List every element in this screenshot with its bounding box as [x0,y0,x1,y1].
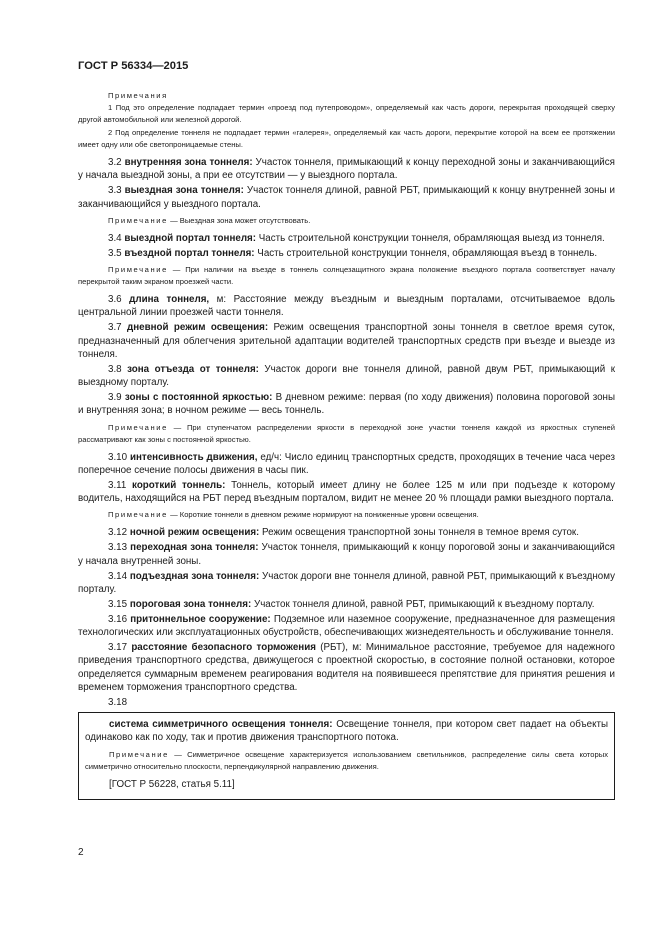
term-3-9: 3.9 зоны с постоянной яркостью: В дневном режиме: первая (по ходу движения) половина пороговой зоны и внутренняя зона; в ночном режиме — весь тоннель. [78,392,615,417]
term-definition: м: Расстояние между въездным и выездным порталами, отсчитываемое вдоль центральной линии проезжей части тоннеля. [78,294,616,319]
term-title: длина тоннеля, [129,294,210,305]
term-3-18-frame [78,712,615,800]
term-definition: Участок тоннеля, примыкающий к концу пороговой зоны и заканчивающийся у начала внутренней зоны. [78,542,615,567]
term-3-6: 3.6 длина тоннеля, м: Расстояние между въездным и выездным порталами, отсчитываемое вдоль центральной линии проезжей части тоннеля. [78,294,616,319]
term-3-10: 3.10 интенсивность движения, ед/ч: Число единиц транспортных средств, проходящих в течение часа через поперечное сечение полосы движения в часы пик. [78,451,615,476]
note-3-3: Примечание — Выездная зона может отсутствовать. [108,215,311,225]
term-definition: Участок тоннеля длиной, равной РБТ, примыкающий к въездному порталу. [251,598,595,610]
notes-block [78,90,615,151]
term-definition: Часть строительной конструкции тоннеля, обрамляющая въезд в тоннель. [254,247,598,259]
term-title: короткий тоннель: [132,479,226,491]
term-definition: Режим освещения транспортной зоны тоннеля в светлое время суток, предназначенный для облегчения зрительной адаптации водителей транспортных средств при въезде и выезде из тоннеля. [78,322,615,360]
note-3-11: Примечание — Короткие тоннели в дневном режиме нормируют на пониженные уровни освещения. [108,510,479,520]
term-definition: Режим освещения транспортной зоны тоннеля в темное время суток. [259,527,579,539]
term-3-8: 3.8 зона отъезда от тоннеля: Участок дороги вне тоннеля длиной, равной двум РБТ, примыкающий к выездному порталу. [78,363,615,388]
term-3-13: 3.13 переходная зона тоннеля: Участок тоннеля, примыкающий к концу пороговой зоны и заканчивающийся у начала внутренней зоны. [78,542,615,567]
term-definition: Тоннель, который имеет длину не более 125 м или при подъезде к которому водитель, находящийся на РБТ перед въездным порталом, видит не менее 20 % площади рамки выездного портала. [78,479,615,504]
note-3-18: Примечание — Симметричное освещение характеризуется использованием светильников, распределение силы света которых симметрично относительно плоскости, перпендикулярной направлению движения. [85,749,608,771]
note-3-5: Примечание — При наличии на въезде в тоннель солнцезащитного экрана положение въездного портала соответствует началу перекрытой таким экраном проезжей части. [78,265,615,286]
term-3-7: 3.7 дневной режим освещения: Режим освещения транспортной зоны тоннеля в светлое время суток, предназначенный для облегчения зрительной адаптации водителей транспортных средств при въезде и выезде из тоннеля. [78,322,615,360]
term-title: дневной режим освещения: [127,322,269,334]
term-definition: ед/ч: Число единиц транспортных средств, проходящих в течение часа через поперечное сечение полосы движения в часы пик. [78,451,615,476]
term-title: въездной портал тоннеля: [124,247,255,259]
term-title: подъездная зона тоннеля: [129,570,260,582]
definitions-body [78,90,615,800]
term-definition: Часть строительной конструкции тоннеля, обрамляющая выезд из тоннеля. [256,232,605,244]
term-3-14: 3.14 подъездная зона тоннеля: Участок дороги вне тоннеля длиной, равной РБТ, примыкающий к въездному порталу. [78,570,615,595]
term-3-17: 3.17 расстояние безопасного торможения (РБТ), м: Минимальное расстояние, требуемое для надежного приведения транспортного средства, движущегося с проектной скоростью, в состояние полной остановки, которое определяется суммарным временем реагирования водителя на появившееся препятствие для принятия решения и временем торможения транспортного средства. [78,642,615,693]
note-item-2: 2 Под определение тоннеля не подпадает термин «галерея», определяемый как часть дороги, перекрытие которой на всем ее протяжении имеет одну или обе светопроницаемые стены. [78,128,615,149]
standard-code-header: ГОСТ Р 56334—2015 [78,60,189,72]
term-definition: Участок дороги вне тоннеля длиной, равной двум РБТ, примыкающий к выездному порталу. [78,363,615,388]
page-number: 2 [78,847,84,858]
term-3-18-number: 3.18 [108,696,128,708]
note-item-1: 1 Под это определение подпадает термин «проезд под путепроводом», определяемый как часть дороги, перекрытая проходящей сверху другой автомобильной или железной дорогой. [78,103,615,124]
term-definition: Участок дороги вне тоннеля длиной, равной РБТ, примыкающий к въездному порталу. [78,570,615,595]
term-definition: Подземное или наземное сооружение, предназначенное для размещения технологических или эксплуатационных обустройств, обеспечивающих жизнедеятельность и обслуживание тоннеля. [78,613,615,638]
notes-label: Примечания [108,91,168,100]
term-3-11: 3.11 короткий тоннель: Тоннель, который имеет длину не более 125 м или при подъезде к которому водитель, находящийся на РБТ перед въездным порталом, видит не менее 20 % площади рамки выездного портала. [78,479,615,504]
term-3-4: 3.4 выездной портал тоннеля: Часть строительной конструкции тоннеля, обрамляющая выезд из тоннеля. [108,232,605,244]
term-title: ночной режим освещения: [129,527,260,539]
note-3-9: Примечание — При ступенчатом распределении яркости в переходной зоне участки тоннеля каждой из яркостных ступеней рассматривают как зоны с постоянной яркостью. [78,422,615,444]
term-definition: (РБТ), м: Минимальное расстояние, требуемое для надежного приведения транспортного средства, движущегося с проектной скоростью, в состояние полной остановки, которое определяется суммарным временем реагирования водителя на появившееся препятствие для принятия решения и временем торможения транспортного средства. [78,642,615,693]
term-title: притоннельное сооружение: [130,613,271,625]
term-3-15: 3.15 пороговая зона тоннеля: Участок тоннеля длиной, равной РБТ, примыкающий к въездному порталу. [108,598,595,610]
term-3-18 [85,718,608,745]
term-3-5: 3.5 въездной портал тоннеля: Часть строительной конструкции тоннеля, обрамляющая въезд в тоннель. [108,247,598,259]
term-title: переходная зона тоннеля: [130,542,259,554]
term-definition: Участок тоннеля длиной, равной РБТ, примыкающий к концу внутренней зоны и заканчивающийся у выездного портала. [78,185,615,210]
term-title: система симметричного освещения тоннеля: [109,719,333,730]
term-title: зоны с постоянной яркостью: [124,392,273,403]
term-title: зона отъезда от тоннеля: [127,363,259,375]
term-title: пороговая зона тоннеля: [129,598,252,610]
term-definition: Участок тоннеля, примыкающий к концу переходной зоны и заканчивающийся у начала выездной зоны, а при ее отсутствии — у выездного портала. [78,157,615,182]
term-3-2: 3.2 внутренняя зона тоннеля: Участок тоннеля, примыкающий к концу переходной зоны и заканчивающийся у начала выездной зоны, а при ее отсутствии — у выездного портала. [78,157,615,182]
term-title: расстояние безопасного торможения [131,642,316,653]
term-definition: В дневном режиме: первая (по ходу движения) половина пороговой зоны и внутренняя зона; в ночном режиме — весь тоннель. [78,392,615,417]
term-3-16: 3.16 притоннельное сооружение: Подземное или наземное сооружение, предназначенное для размещения технологических или эксплуатационных обустройств, обеспечивающих жизнедеятельность и обслуживание тоннеля. [78,613,615,638]
term-3-3: 3.3 выездная зона тоннеля: Участок тоннеля длиной, равной РБТ, примыкающий к концу внутренней зоны и заканчивающийся у выездного портала. [78,185,615,210]
term-title: интенсивность движения, [129,451,258,463]
source-reference: [ГОСТ Р 56228, статья 5.11] [109,778,235,790]
term-title: выездной портал тоннеля: [124,232,257,244]
term-title: выездная зона тоннеля: [124,185,244,197]
term-definition: Освещение тоннеля, при котором свет падает на объекты одинаково как по ходу, так и против движения транспортного потока. [85,719,608,744]
term-title: внутренняя зона тоннеля: [124,157,253,168]
term-3-12: 3.12 ночной режим освещения: Режим освещения транспортной зоны тоннеля в темное время суток. [108,527,579,539]
